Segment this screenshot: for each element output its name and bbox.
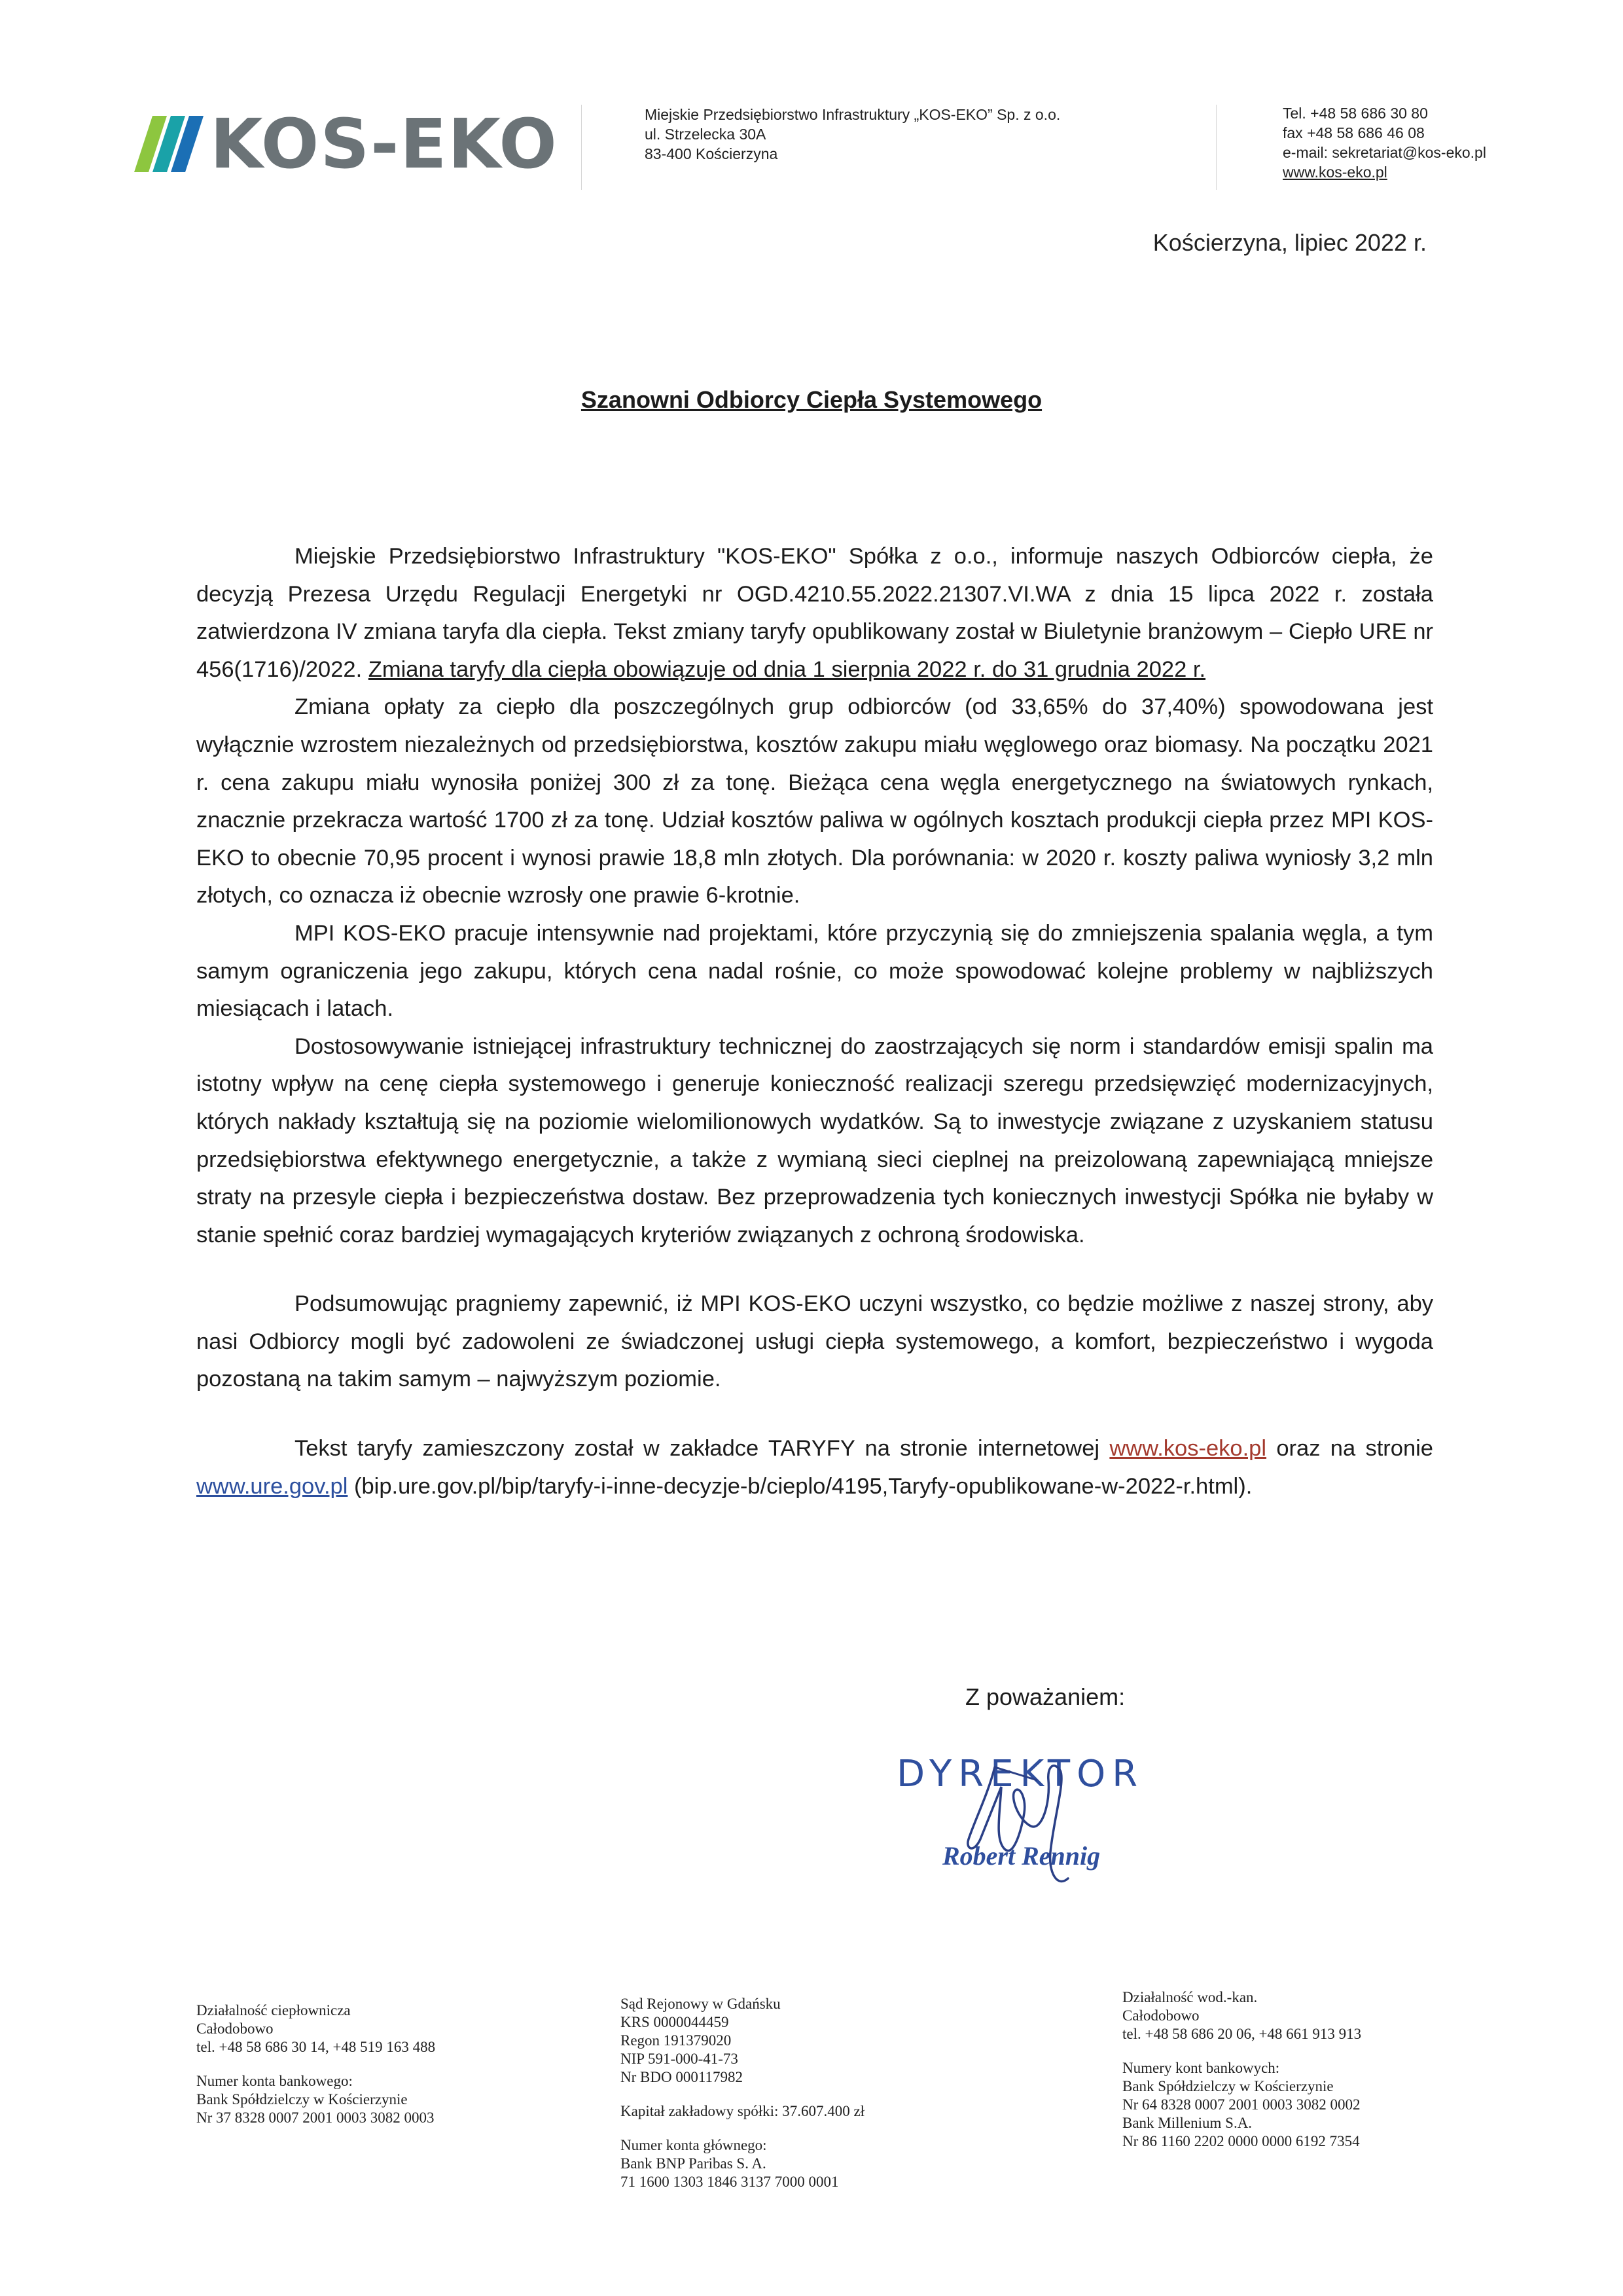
footer-line: Sąd Rejonowy w Gdańsku — [620, 1996, 781, 2012]
footer-registration — [620, 1995, 865, 2191]
footer-line: Numer konta bankowego: — [196, 2073, 353, 2089]
footer-line: Regon 191379020 — [620, 2032, 732, 2049]
footer-line: Całodobowo — [196, 2020, 274, 2037]
website-link[interactable]: www.kos-eko.pl — [1283, 164, 1387, 181]
footer-line: Nr 64 8328 0007 2001 0003 3082 0002 — [1122, 2096, 1361, 2113]
paragraph — [196, 1430, 1433, 1505]
footer-line: 71 1600 1303 1846 3137 7000 0001 — [620, 2174, 839, 2190]
phone: Tel. +48 58 686 30 80 — [1283, 105, 1428, 122]
stamp-name: Robert Rennig — [942, 1841, 1101, 1871]
footer-heating — [196, 2001, 435, 2127]
footer-line: Nr 86 1160 2202 0000 0000 6192 7354 — [1122, 2133, 1360, 2149]
footer-line: KRS 0000044459 — [620, 2014, 729, 2030]
footer-line: Numer konta głównego: — [620, 2137, 767, 2153]
company-address-block — [645, 105, 1060, 164]
header-divider — [581, 105, 582, 190]
kos-eko-logo-mark-icon — [134, 116, 205, 172]
footer-line: tel. +48 58 686 20 06, +48 661 913 913 — [1122, 2026, 1362, 2042]
tariff-validity-text: Zmiana taryfy dla ciepła obowiązuje od dnia 1 sierpnia 2022 r. do 31 grudnia 2022 r. — [368, 656, 1206, 682]
footer-line: Działalność ciepłownicza — [196, 2002, 351, 2018]
handwritten-signature-icon — [897, 1741, 1198, 1905]
footer-line: Nr 37 8328 0007 2001 0003 3082 0003 — [196, 2109, 435, 2126]
company-city: 83-400 Kościerzyna — [645, 145, 778, 162]
footer-line: Całodobowo — [1122, 2007, 1200, 2024]
footer-line: Kapitał zakładowy spółki: 37.607.400 zł — [620, 2103, 865, 2119]
stamp-title: DYREKTOR — [897, 1753, 1145, 1795]
company-contact-block — [1283, 103, 1486, 182]
fax: fax +48 58 686 46 08 — [1283, 124, 1425, 141]
footer-line: Działalność wod.-kan. — [1122, 1989, 1258, 2005]
closing-salutation: Z poważaniem: — [965, 1683, 1126, 1710]
paragraph: MPI KOS-EKO pracuje intensywnie nad projektami, które przyczynią się do zmniejszenia spalania węgla, a tym samym ograniczenia jego zakupu, których cena nadal rośnie, co może spowodować kolejne problemy w najbliższych miesiącach i latach. — [196, 920, 1433, 1022]
paragraph-text: oraz na stronie — [1266, 1436, 1433, 1462]
paragraph-text: Tekst taryfy zamieszczony został w zakładce TARYFY na stronie internetowej — [294, 1436, 1110, 1462]
letter-body — [196, 538, 1433, 1505]
email[interactable]: e-mail: sekretariat@kos-eko.pl — [1283, 144, 1486, 161]
footer-water — [1122, 1988, 1361, 2151]
company-street: ul. Strzelecka 30A — [645, 126, 766, 143]
footer-line: Bank Spółdzielczy w Kościerzynie — [196, 2091, 408, 2108]
footer-line: Bank BNP Paribas S. A. — [620, 2155, 766, 2172]
logo-text: KOS-EKO — [210, 104, 558, 184]
paragraph: Dostosowywanie istniejącej infrastruktury technicznej do zaostrzających się norm i standardów emisji spalin ma istotny wpływ na cenę ciepła systemowego i generuje konieczność realizacji szeregu przedsięwzięć modernizacyjnych, których nakłady kształtują się na poziomie wielomilionowych wydatków. Są to inwestycje związane z uzyskaniem statusu przedsiębiorstwa efektywnego energetycznie, a także z wymianą sieci cieplnej na preizolowaną zapewniającą mniejsze straty na przesyle ciepła i bezpieczeństwa dostaw. Bez przeprowadzenia tych koniecznych inwestycji Spółka nie byłaby w stanie spełnić coraz bardziej wymagających kryteriów związanych z ochroną środowiska. — [196, 1033, 1433, 1247]
footer-line: tel. +48 58 686 30 14, +48 519 163 488 — [196, 2039, 436, 2055]
footer-line: Bank Spółdzielczy w Kościerzynie — [1122, 2078, 1334, 2094]
footer-line: Bank Millenium S.A. — [1122, 2115, 1253, 2131]
company-logo — [134, 104, 558, 184]
letter-date: Kościerzyna, lipiec 2022 r. — [1152, 229, 1427, 256]
letter-title: Szanowni Odbiorcy Ciepła Systemowego — [580, 386, 1043, 413]
paragraph-text: (bip.ure.gov.pl/bip/taryfy-i-inne-decyzje-b/cieplo/4195,Taryfy-opublikowane-w-2022-r.html). — [348, 1473, 1253, 1499]
paragraph: Podsumowując pragniemy zapewnić, iż MPI KOS-EKO uczyni wszystko, co będzie możliwe z naszej strony, aby nasi Odbiorcy mogli być zadowoleni ze świadczonej usługi ciepła systemowego, a komfort, bezpieczeństwo i wygoda pozostaną na takim samym – najwyższym poziomie. — [196, 1291, 1433, 1392]
paragraph: Zmiana opłaty za ciepło dla poszczególnych grup odbiorców (od 33,65% do 37,40%) spowodowana jest wyłącznie wzrostem niezależnych od przedsiębiorstwa, kosztów zakupu miału węglowego oraz biomasy. Na początku 2021 r. cena zakupu miału wynosiła poniżej 300 zł za tonę. Bieżąca cena węgla energetycznego na światowych rynkach, znacznie przekracza wartość 1700 zł za tonę. Udział kosztów paliwa w ogólnych kosztach produkcji ciepła przez MPI KOS-EKO to obecnie 70,95 procent i wynosi prawie 18,8 mln złotych. Dla porównania: w 2020 r. koszty paliwa wyniosły 3,2 mln złotych, co oznacza iż obecnie wzrosły one prawie 6-krotnie. — [196, 694, 1433, 908]
signature-stamp — [897, 1741, 1198, 1905]
header-divider — [1216, 105, 1217, 190]
footer-line: Numery kont bankowych: — [1122, 2060, 1280, 2076]
paragraph — [196, 538, 1433, 689]
paragraph-text: Miejskie Przedsiębiorstwo Infrastruktury "KOS-EKO" Spółka z o.o., informuje naszych Odbiorców ciepła, że decyzją Prezesa Urzędu Regulacji Energetyki nr OGD.4210.55.2022.21307.VI.WA z dnia 15 lipca 2022 r. została zatwierdzona IV zmiana taryfa dla ciepła. Tekst zmiany taryfy opublikowany został w Biuletynie branżowym – Ciepło URE nr 456(1716)/2022. — [196, 544, 1433, 682]
footer-line: NIP 591-000-41-73 — [620, 2051, 738, 2067]
ure-link[interactable]: www.ure.gov.pl — [196, 1473, 348, 1499]
kos-eko-link[interactable]: www.kos-eko.pl — [1109, 1436, 1267, 1462]
company-name: Miejskie Przedsiębiorstwo Infrastruktury „KOS-EKO” Sp. z o.o. — [645, 106, 1061, 123]
footer-line: Nr BDO 000117982 — [620, 2069, 743, 2085]
